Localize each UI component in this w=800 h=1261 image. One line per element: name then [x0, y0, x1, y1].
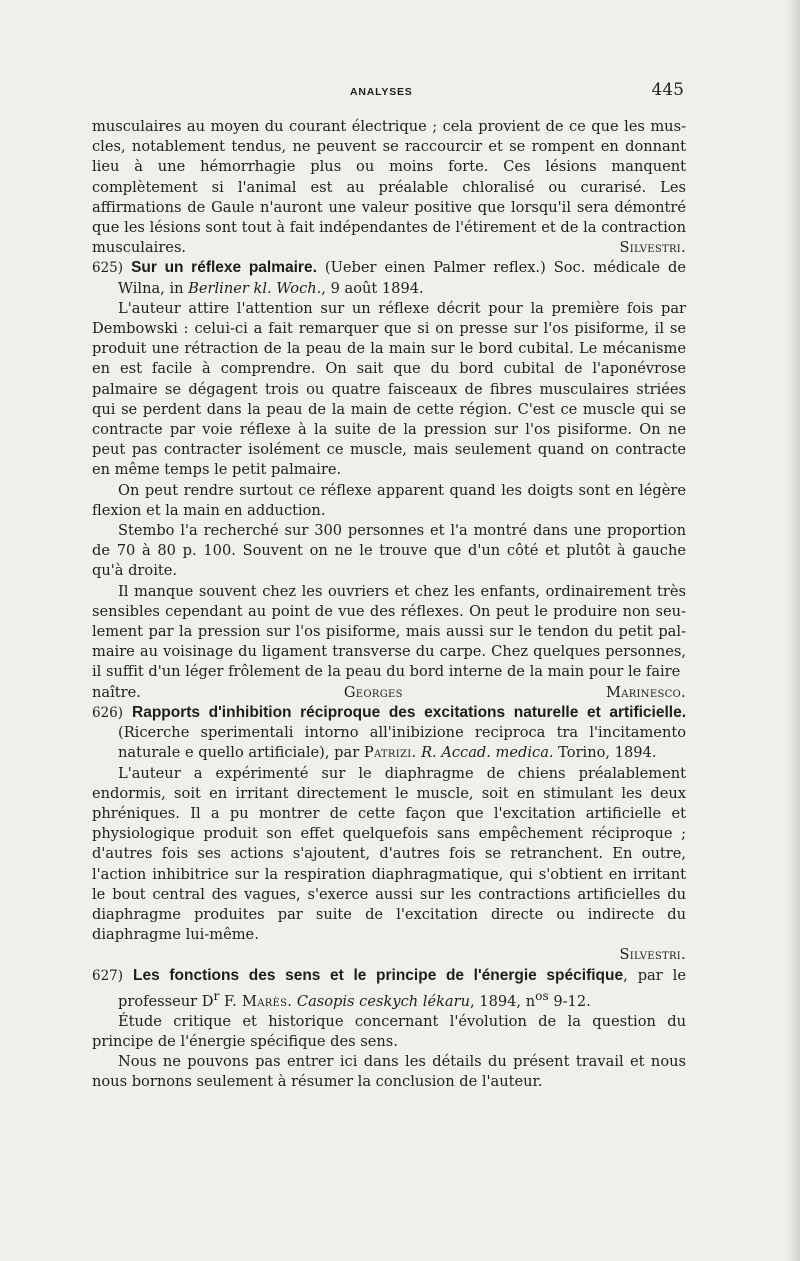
entry-626-title: Rapports d'inhibition réciproque des excitations naturelle et artificielle. — [132, 703, 687, 721]
entry-627-author: F. Marès. — [223, 992, 293, 1010]
entry-627-ref-sup: r — [213, 988, 220, 1003]
entry-627-paragraph-2: Nous ne pouvons pas entrer ici dans les détails du présent travail et nous nous bornons seulement à résumer la conclusion de l'auteur. — [92, 1053, 686, 1091]
page-edge-shadow — [786, 0, 800, 1261]
entry-627-number: 627) — [92, 967, 124, 984]
entry-625-closing — [92, 683, 686, 703]
entry-625-journal: Berliner kl. Woch. — [188, 279, 322, 297]
entry-627-date: , 1894, n — [470, 992, 536, 1010]
entry-627-heading — [92, 966, 686, 1012]
entry-625-paragraph-4: Il manque souvent chez les ouvriers et chez les enfants, ordinairement très sensibles cependant au point de vue des réflexes. On peut le produire non seulement par la pression sur l'os pisiforme, mais aussi sur le tendon du petit palmaire au voisinage du ligament transverse du carpe. Chez quelques personnes, il suffit d'un léger frôlement de la peau du bord interne de la main pour le faire — [92, 582, 686, 681]
entry-625-paragraph-1: L'auteur attire l'attention sur un réflexe décrit pour la première fois par Dembowski : celui-ci a fait remarquer que si on presse sur l'os pisiforme, il se produit une rétraction de la peau de la main sur le bord cubital. Le mécanisme en est facile à comprendre. On sait que du bord cubital de l'aponévrose palmaire se dégagent trois ou quatre faisceaux de fibres musculaires striées qui se perdent dans la peau de la main de cette région. C'est ce muscle qui se contracte par voie réflexe à la suite de la pression sur l'os pisiforme. On ne peut pas contracter isolément ce muscle, mais seulement quand on contracte en même temps le petit palmaire. — [92, 299, 686, 479]
entry-625-title: Sur un réflexe palmaire. — [131, 259, 317, 277]
article-body — [92, 117, 686, 1093]
intro-text: musculaires au moyen du courant électrique ; cela provient de ce que les muscles, notablement tendus, ne peuvent se raccourcir et se rompent en donnant lieu à une hémorrhagie plus ou moins forte. Ces lésions manquent complètement si l'animal est au préalable chloralisé ou curarisé. Les affirmations de Gaule n'auront une valeur positive que lorsqu'il sera démontré que les lésions sont tout à fait indépendantes de l'étirement et de la contraction musculaires. — [92, 118, 686, 257]
page-header — [92, 80, 684, 102]
entry-626-journal: R. Accad. medica. — [421, 744, 554, 762]
entry-626-closing — [92, 945, 686, 965]
entry-625-heading — [92, 258, 686, 298]
intro-paragraph — [92, 117, 686, 258]
running-title: ANALYSES — [350, 86, 413, 98]
entry-625-paragraph-2: On peut rendre surtout ce réflexe apparent quand les doigts sont en légère flexion et la main en adduction. — [92, 481, 686, 519]
page-number: 445 — [651, 80, 684, 100]
entry-625-ref: (Ueber einen Palmer reflex.) Soc. médicale de Wilna, in — [118, 259, 687, 297]
entry-625-last-word: naître. — [92, 683, 141, 701]
entry-626-author: Patrizi. — [363, 744, 417, 762]
entry-625-paragraph-3: Stembo l'a recherché sur 300 personnes et l'a montré dans une proportion de 70 à 80 p. 100. Souvent on ne le trouve que d'un côté et plutôt à gauche qu'à droite. — [92, 522, 686, 580]
entry-626-date: Torino, 1894. — [553, 744, 657, 762]
entry-627-journal: Casopis ceskych lékaru — [296, 992, 471, 1010]
entry-627-issues: 9-12. — [548, 992, 591, 1010]
entry-625-date: , 9 août 1894. — [321, 279, 424, 297]
entry-627-title: Les fonctions des sens et le principe de l'énergie spécifique — [133, 966, 624, 984]
intro-signature: Silvestri. — [619, 239, 686, 257]
entry-625-signature: Georges Marinesco. — [343, 683, 686, 701]
entry-627-issue-sup: os — [535, 988, 549, 1003]
entry-627-paragraph-1: Étude critique et historique concernant l'évolution de la question du principe de l'énergie spécifique des sens. — [92, 1012, 686, 1050]
entry-627-ref: , par le professeur D — [118, 966, 686, 1010]
entry-626-signature: Silvestri. — [619, 946, 686, 964]
entry-626-ref: (Ricerche sperimentali intorno all'inibizione reciproca tra l'incitamento naturale e quello artificiale), par — [118, 724, 686, 762]
entry-626-heading — [92, 703, 686, 764]
entry-625-number: 625) — [92, 260, 124, 277]
entry-626-number: 626) — [92, 704, 124, 721]
entry-626-paragraph-1: L'auteur a expérimenté sur le diaphragme de chiens préalablement endormis, soit en irritant directement le muscle, soit en stimulant les deux phréniques. Il a pu montrer de cette façon que l'excitation artificielle et physiologique produit son effet quelquefois sans empêchement réciproque ; d'autres fois ses actions s'ajoutent, d'autres fois se retranchent. En outre, l'action inhibitrice sur la respiration diaphragmatique, qui s'obtient en irritant le bout central des vagues, s'exerce aussi sur les contractions artificielles du diaphragme produites par suite de l'excitation directe ou indirecte du diaphragme lui-même. — [92, 764, 686, 944]
